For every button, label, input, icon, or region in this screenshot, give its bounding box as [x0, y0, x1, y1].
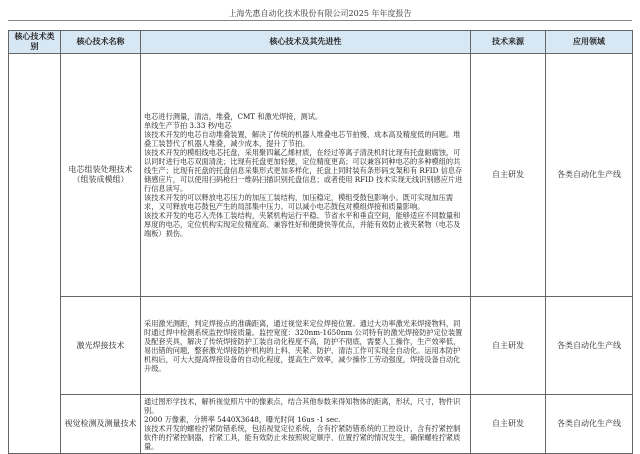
report-header-title: 上海先惠自动化技术股份有限公司2025 年年度报告	[228, 9, 412, 18]
technology-name-cell: 激光焊接技术	[61, 297, 141, 395]
description-paragraph: 单线生产节拍 3.33 秒/电芯	[144, 121, 232, 130]
application-field-cell: 各类自动化生产线	[546, 297, 633, 395]
table-header-row	[9, 31, 633, 54]
description-paragraph: 电芯进行测量，清洁，堆叠，CMT 和激光焊接，测试。	[144, 112, 323, 121]
application-field-cell: 各类自动化生产线	[546, 395, 633, 454]
column-header-source: 技术来源	[471, 31, 546, 54]
technology-description-cell	[141, 54, 471, 297]
column-header-application: 应用领域	[546, 31, 633, 54]
technology-name-cell: 电芯组装处理技术（组装成模组）	[61, 54, 141, 297]
description-paragraph: 该技术开发的可以释放电芯压力的加压工装结构，加压稳定，模组受鼓包影响小。既可实现加压需求，又可释放电芯鼓包产生的局部集中压力。可以减小电芯鼓包对模组焊接和质量影响。	[144, 193, 454, 211]
technology-description-cell	[141, 395, 471, 454]
application-field-cell: 各类自动化生产线	[546, 54, 633, 297]
description-paragraph: 该技术开发的模组线电芯托盘，采用聚四氟乙烯材质，在经过等离子清洗机时比现有托盘耐腐蚀，可以同时进行电芯双面清洗；比现有托盘更加轻便，定位精度更高；可以兼容同种电芯的多种模组的共线生产；比现有托盘的托盘信息采集形式更加多样化，托盘上同时装有条形码支架和有 RFID 信息存储感应片，可以使用扫码枪扫一维码扫描识别托盘信息；或者使用 RFID 技术实现无线识别感应片进行信息读写。	[144, 148, 463, 193]
core-technology-table	[8, 30, 633, 454]
description-paragraph: 通过图形学技术，解析视觉照片中的像素点，结合其他参数来得知物体的距离，形状，尺寸，物件识别。	[144, 397, 461, 415]
column-header-category: 核心技术类别	[9, 31, 61, 54]
column-header-description: 核心技术及其先进性	[141, 31, 471, 54]
description-paragraph: 该技术开发的电芯自动堆叠装置，解决了传统的机器人堆叠电芯节拍慢、成本高及精度低的问题。堆叠工装替代了机器人堆叠，减少成本，提升了节拍。	[144, 130, 461, 148]
header-divider	[8, 20, 632, 21]
category-cell	[9, 54, 61, 454]
technology-source-cell: 自主研发	[471, 54, 546, 297]
technology-source-cell: 自主研发	[471, 297, 546, 395]
technology-description-cell	[141, 297, 471, 395]
description-paragraph: 2000 万像素，分辨率 5440X3648，曝光时间 16us -1 sec.	[144, 415, 341, 424]
table-row	[9, 297, 633, 395]
description-paragraph: 该技术开发的电芯入壳体工装结构，夹紧机构运行平稳、节省水平和垂直空间，能够适应不同数量和厚度的电芯，定位机构实现定位精度高、兼容性好和便捷快等优点，并能有效防止被夹紧物（电芯及端板）损伤。	[144, 211, 461, 238]
column-header-name: 核心技术名称	[61, 31, 141, 54]
technology-name-cell: 视觉检测及测量技术	[61, 395, 141, 454]
table-row	[9, 54, 633, 297]
technology-source-cell: 自主研发	[471, 395, 546, 454]
description-paragraph: 该技术开发的螺栓拧紧防错系统，包括视觉定位系统，含有拧紧防错系统的工控设计，含有拧紧控制软件的拧紧控制器，拧紧工具，能有效防止未按照规定顺序、位置拧紧的情况发生，确保螺栓拧紧质量。	[144, 424, 461, 451]
description-paragraph: 采用激光测距，判定焊接点的准确距离，通过视觉来定位焊接位置。通过大功率激光来焊接物料，同时通过焊中检测系统监控焊接质量。监控宽度：320nm-1650nm 公司特有的激光焊接防护定位装置及配套夹具，解决了传统焊接防护工装自动化程度不高，防护不彻底，需要人工操作，生产效率低，易出错的问题，整套激光焊接防护机构的上料、夹紧、防护、清洁工作可实现全自动化。运用本防护机构后，可大大提高焊接设备的自动化程度，提高生产效率，减少操作工劳动强度，焊接设备自动化升级。	[144, 318, 463, 373]
table-row	[9, 395, 633, 454]
